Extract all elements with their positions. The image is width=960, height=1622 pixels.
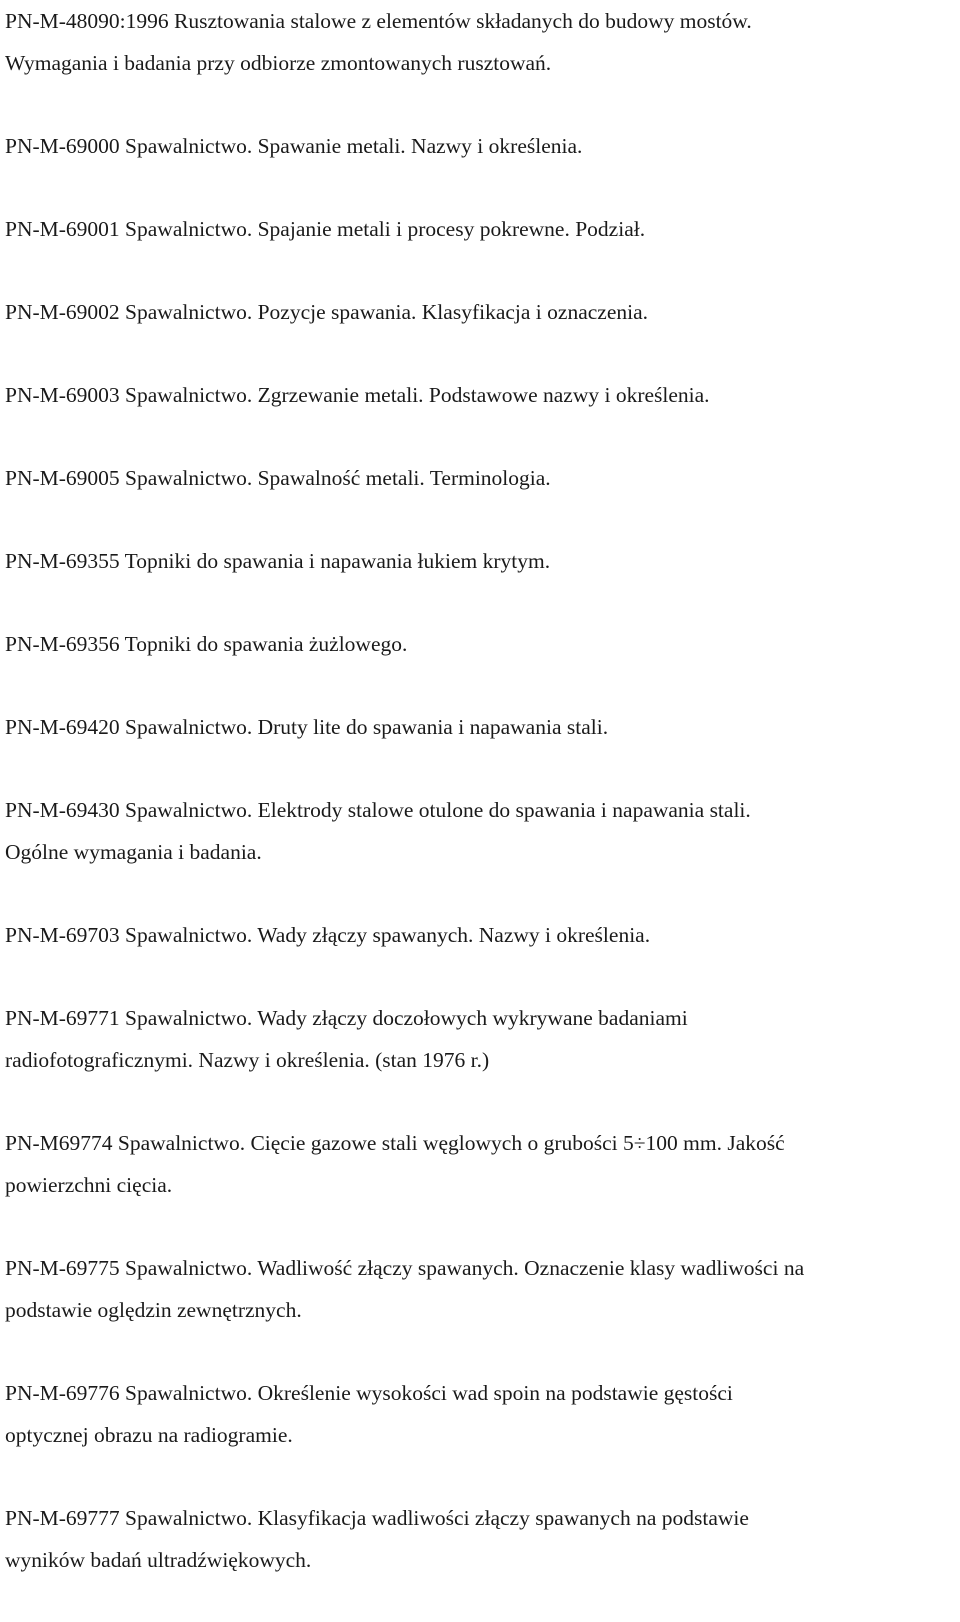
entry-line: PN-M-69000 Spawalnictwo. Spawanie metali. Nazwy i określenia. [5,134,583,158]
standard-entry-69775 [5,1247,950,1331]
standard-entry-48090 [5,0,950,84]
entry-line: PN-M-69356 Topniki do spawania żużlowego. [5,632,408,656]
entry-line: PN-M-69771 Spawalnictwo. Wady złączy doczołowych wykrywane badaniami [5,1006,688,1030]
entry-line: PN-M-69703 Spawalnictwo. Wady złączy spawanych. Nazwy i określenia. [5,923,651,947]
standard-entry-69703 [5,914,950,956]
entry-line: powierzchni cięcia. [5,1173,173,1197]
standard-entry-69355 [5,540,950,582]
standard-entry-69776 [5,1372,950,1456]
entry-line: wyników badań ultradźwiękowych. [5,1548,312,1572]
entry-line: PN-M-69002 Spawalnictwo. Pozycje spawania. Klasyfikacja i oznaczenia. [5,300,649,324]
standard-entry-69777 [5,1497,950,1581]
entry-line: PN-M-69001 Spawalnictwo. Spajanie metali i procesy pokrewne. Podział. [5,217,646,241]
entry-line: optycznej obrazu na radiogramie. [5,1423,293,1447]
entry-line: PN-M-69776 Spawalnictwo. Określenie wysokości wad spoin na podstawie gęstości [5,1381,733,1405]
entry-line: PN-M-69003 Spawalnictwo. Zgrzewanie metali. Podstawowe nazwy i określenia. [5,383,710,407]
entry-line: Wymagania i badania przy odbiorze zmontowanych rusztowań. [5,51,552,75]
standard-entry-69430 [5,789,950,873]
entry-line: PN-M-69355 Topniki do spawania i napawania łukiem krytym. [5,549,551,573]
standard-entry-69005 [5,457,950,499]
entry-line: PN-M-69420 Spawalnictwo. Druty lite do spawania i napawania stali. [5,715,609,739]
entry-line: PN-M-69005 Spawalnictwo. Spawalność metali. Terminologia. [5,466,551,490]
standard-entry-69771 [5,997,950,1081]
entry-line: PN-M69774 Spawalnictwo. Cięcie gazowe stali węglowych o grubości 5÷100 mm. Jakość [5,1131,785,1155]
entry-line: Ogólne wymagania i badania. [5,840,262,864]
standard-entry-69420 [5,706,950,748]
standard-entry-69774 [5,1122,950,1206]
standard-entry-69002 [5,291,950,333]
standards-list [5,0,950,1622]
standard-entry-69000 [5,125,950,167]
entry-line: radiofotograficznymi. Nazwy i określenia. (stan 1976 r.) [5,1048,490,1072]
entry-line: podstawie oględzin zewnętrznych. [5,1298,302,1322]
entry-line: PN-M-69777 Spawalnictwo. Klasyfikacja wadliwości złączy spawanych na podstawie [5,1506,749,1530]
entry-line: PN-M-69430 Spawalnictwo. Elektrody stalowe otulone do spawania i napawania stali. [5,798,751,822]
standard-entry-69003 [5,374,950,416]
entry-line: PN-M-48090:1996 Rusztowania stalowe z elementów składanych do budowy mostów. [5,9,752,33]
standard-entry-69356 [5,623,950,665]
entry-line: PN-M-69775 Spawalnictwo. Wadliwość złączy spawanych. Oznaczenie klasy wadliwości na [5,1256,805,1280]
standard-entry-69001 [5,208,950,250]
